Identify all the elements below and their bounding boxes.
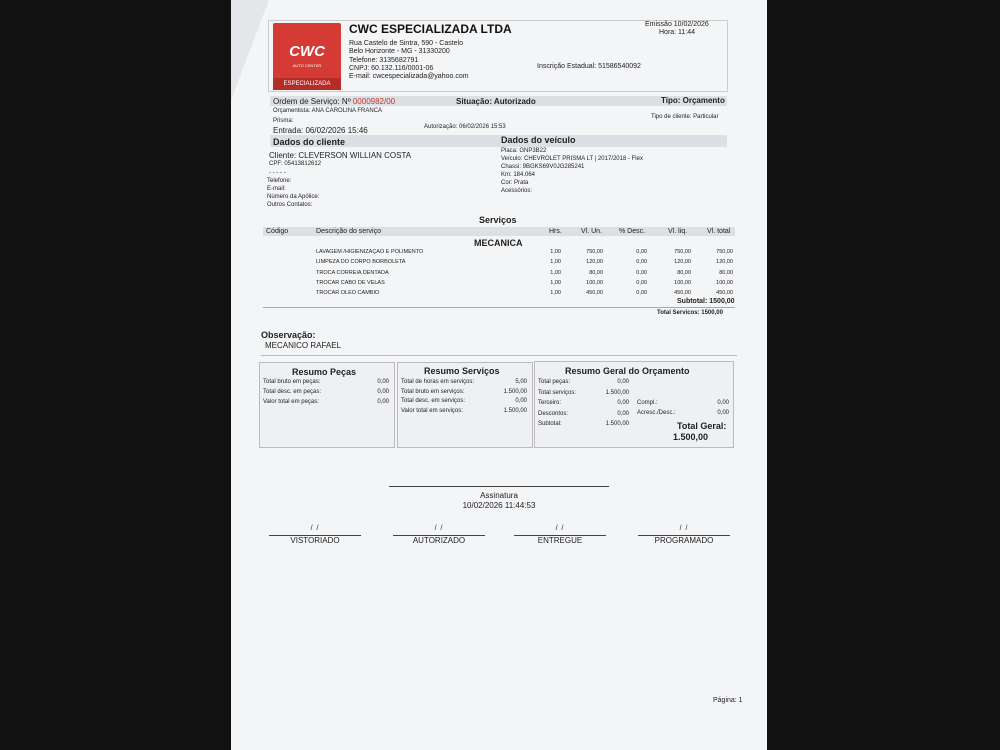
signature-field-label: ENTREGUE	[537, 536, 583, 545]
service-desc-pct: 0,00	[636, 290, 647, 297]
signature-line	[389, 486, 609, 487]
signature-date-slots: / /	[555, 525, 565, 532]
geral-label: Descontos:	[538, 410, 569, 417]
service-hrs: 1,00	[550, 259, 561, 266]
company-address2: Belo Horizonte - MG - 31330200	[349, 48, 450, 55]
pecas-label: Total desc. em peças:	[263, 389, 322, 395]
service-desc: TROCA CORREIA DENTADA	[316, 269, 389, 276]
total-geral-label: Total Geral:	[677, 421, 727, 431]
service-desc-pct: 0,00	[636, 249, 647, 255]
order-number: 0000982/00	[352, 97, 396, 106]
servicos-resumo-label: Valor total em serviços:	[401, 407, 463, 414]
folded-corner	[231, 0, 269, 100]
signature-field-label: AUTORIZADO	[412, 536, 466, 545]
service-vl-un: 450,00	[586, 290, 603, 297]
service-vl-liq: 120,00	[674, 259, 691, 266]
signature-field-label: VISTORIADO	[290, 536, 340, 545]
veiculo-title: Dados do veículo	[501, 135, 576, 145]
service-vl-un: 100,00	[586, 279, 603, 286]
service-vl-liq: 450,00	[674, 290, 691, 297]
service-hrs: 1,00	[550, 279, 561, 286]
pecas-value: 0,00	[377, 389, 389, 395]
entrada: Entrada: 06/02/2026 15:46	[273, 126, 368, 135]
servicos-total: Total Servicos: 1500,00	[657, 310, 723, 316]
service-desc: TROCAR OLEO CAMBIO	[316, 290, 380, 297]
col-vl-liq: Vl. liq.	[668, 228, 688, 235]
service-desc-pct: 0,00	[636, 269, 647, 276]
emissao-date: Emissão 10/02/2026	[645, 21, 709, 28]
autorizacao: Autorização: 06/02/2026 15:53	[424, 124, 506, 130]
resumo-geral-title: Resumo Geral do Orçamento	[565, 366, 690, 376]
service-vl-total: 450,00	[716, 290, 733, 297]
logo-bar: ESPECIALIZADA	[273, 78, 341, 90]
servicos-resumo-value: 5,00	[515, 379, 527, 385]
resumo-pecas-title: Resumo Peças	[292, 367, 357, 377]
veiculo-placa: Placa: GNP3B22	[501, 148, 547, 154]
cliente-apolice: Número da Apólice:	[267, 194, 320, 200]
service-desc: LAVAGEM /HIGIENIZAÇAO E POLIMENTO	[316, 249, 424, 255]
document-page	[231, 0, 767, 750]
acresc-label: Acresc./Desc.:	[637, 410, 676, 416]
signature-date-slots: / /	[679, 525, 689, 532]
service-vl-liq: 100,00	[674, 279, 691, 286]
geral-value: 1.500,00	[605, 421, 629, 427]
acresc-value: 0,00	[717, 410, 729, 416]
service-vl-total: 120,00	[716, 259, 733, 266]
page-number: Página: 1	[713, 697, 743, 704]
servicos-resumo-label: Total de horas em serviços:	[401, 379, 475, 385]
col-codigo: Código	[266, 228, 289, 235]
servicos-resumo-value: 0,00	[515, 398, 527, 404]
cliente-telefone: Telefone:	[267, 178, 292, 184]
prisma-label: Prisma:	[273, 118, 294, 124]
signature-datetime: 10/02/2026 11:44:53	[462, 501, 536, 510]
servicos-resumo-label: Total desc. em serviços:	[401, 398, 466, 404]
observacao-divider	[261, 355, 737, 356]
cliente-dash: - - - - -	[269, 170, 286, 176]
pecas-label: Total bruto em peças:	[263, 379, 321, 385]
signature-date-slots: / /	[310, 525, 320, 532]
geral-label: Total serviços:	[538, 389, 577, 396]
veiculo-modelo: Veículo: CHEVROLET PRISMA LT | 2017/2018 - Flex	[501, 156, 643, 162]
cliente-nome: Cliente: CLEVERSON WILLIAN COSTA	[269, 151, 412, 160]
service-desc: TROCAR CABO DE VELAS	[316, 279, 385, 286]
service-vl-un: 120,00	[586, 259, 603, 266]
observacao-title: Observação:	[261, 330, 316, 340]
geral-value: 0,00	[617, 379, 629, 385]
service-desc-pct: 0,00	[636, 279, 647, 286]
geral-label: Total peças:	[538, 379, 571, 385]
company-name: CWC ESPECIALIZADA LTDA	[349, 22, 512, 36]
col-desc: % Desc.	[619, 228, 646, 235]
col-vl-total: Vl. total	[707, 228, 731, 235]
observacao-text: MECANICO RAFAEL	[265, 341, 342, 350]
service-vl-un: 750,00	[586, 249, 603, 255]
signature-field-label: PROGRAMADO	[654, 536, 714, 545]
servicos-title: Serviços	[479, 215, 517, 225]
servicos-subtotal: Subtotal: 1500,00	[677, 298, 735, 305]
service-vl-total: 100,00	[716, 279, 733, 286]
geral-label: Subtotal:	[538, 421, 562, 427]
servicos-group: MECANICA	[474, 238, 523, 248]
inscricao-estadual: Inscrição Estadual: 51586540092	[537, 63, 641, 70]
service-vl-total: 80,00	[719, 269, 733, 276]
cliente-email: E-mail:	[267, 186, 286, 192]
cliente-cpf: CPF: 05413812612	[269, 161, 322, 167]
resumo-servicos-title: Resumo Serviços	[424, 366, 500, 376]
emissao-time: Hora: 11:44	[659, 29, 696, 36]
servicos-resumo-value: 1.500,00	[503, 388, 527, 395]
service-vl-liq: 750,00	[674, 249, 691, 255]
cliente-title: Dados do cliente	[273, 137, 346, 147]
service-desc-pct: 0,00	[636, 259, 647, 266]
orcamentista: Orçamentista: ANA CAROLINA FRANCA	[273, 108, 383, 114]
company-logo	[273, 23, 341, 90]
geral-label: Terceiro:	[538, 400, 562, 406]
veiculo-km: Km: 184.064	[501, 172, 536, 178]
compl-label: Compl.:	[637, 400, 658, 406]
servicos-resumo-label: Total bruto em serviços:	[401, 388, 465, 395]
order-label: Ordem de Serviço: Nº 0000982/00	[273, 97, 396, 106]
col-hrs: Hrs.	[549, 228, 562, 235]
service-hrs: 1,00	[550, 269, 561, 276]
service-hrs: 1,00	[550, 290, 561, 297]
compl-value: 0,00	[717, 400, 729, 406]
servicos-resumo-value: 1.500,00	[503, 407, 527, 414]
veiculo-acessorios: Acessórios:	[501, 188, 533, 194]
col-vl-un: Vl. Un.	[581, 228, 603, 235]
service-desc: LIMPEZA DO CORPO BORBOLETA	[316, 259, 406, 266]
pecas-label: Valor total em peças:	[263, 399, 319, 405]
veiculo-cor: Cor: Prata	[501, 180, 529, 186]
service-vl-liq: 80,00	[677, 269, 691, 276]
tipo-cliente: Tipo de cliente: Particular	[651, 114, 719, 120]
company-phone: Telefone: 3135682791	[349, 57, 419, 64]
logo-subtitle: AUTO CENTER	[292, 63, 322, 68]
company-email: E-mail: cwcespecializada@yahoo.com	[349, 73, 469, 80]
geral-value: 1.500,00	[605, 389, 629, 396]
signature-label: Assinatura	[480, 491, 518, 500]
col-descricao: Descrição do serviço	[316, 228, 381, 235]
service-hrs: 1,00	[550, 249, 561, 255]
pecas-value: 0,00	[377, 379, 389, 385]
signature-date-slots: / /	[434, 525, 444, 532]
order-situacao: Situação: Autorizado	[456, 97, 536, 106]
pecas-value: 0,00	[377, 399, 389, 405]
service-vl-un: 80,00	[589, 269, 603, 276]
order-tipo: Tipo: Orçamento	[661, 96, 725, 105]
total-geral-value: 1.500,00	[673, 432, 709, 442]
servicos-divider	[263, 307, 735, 308]
geral-value: 0,00	[617, 400, 629, 406]
company-cnpj: CNPJ: 60.132.116/0001-06	[349, 65, 434, 72]
veiculo-chassi: Chassi: 9BGKS69V0JG285241	[501, 164, 585, 170]
service-vl-total: 750,00	[716, 249, 733, 255]
company-address1: Rua Castelo de Sintra, 590 - Castelo	[349, 40, 464, 47]
geral-value: 0,00	[617, 410, 629, 417]
logo-mark: CWC	[289, 43, 325, 60]
cliente-outros: Outros Contatos:	[267, 202, 313, 208]
